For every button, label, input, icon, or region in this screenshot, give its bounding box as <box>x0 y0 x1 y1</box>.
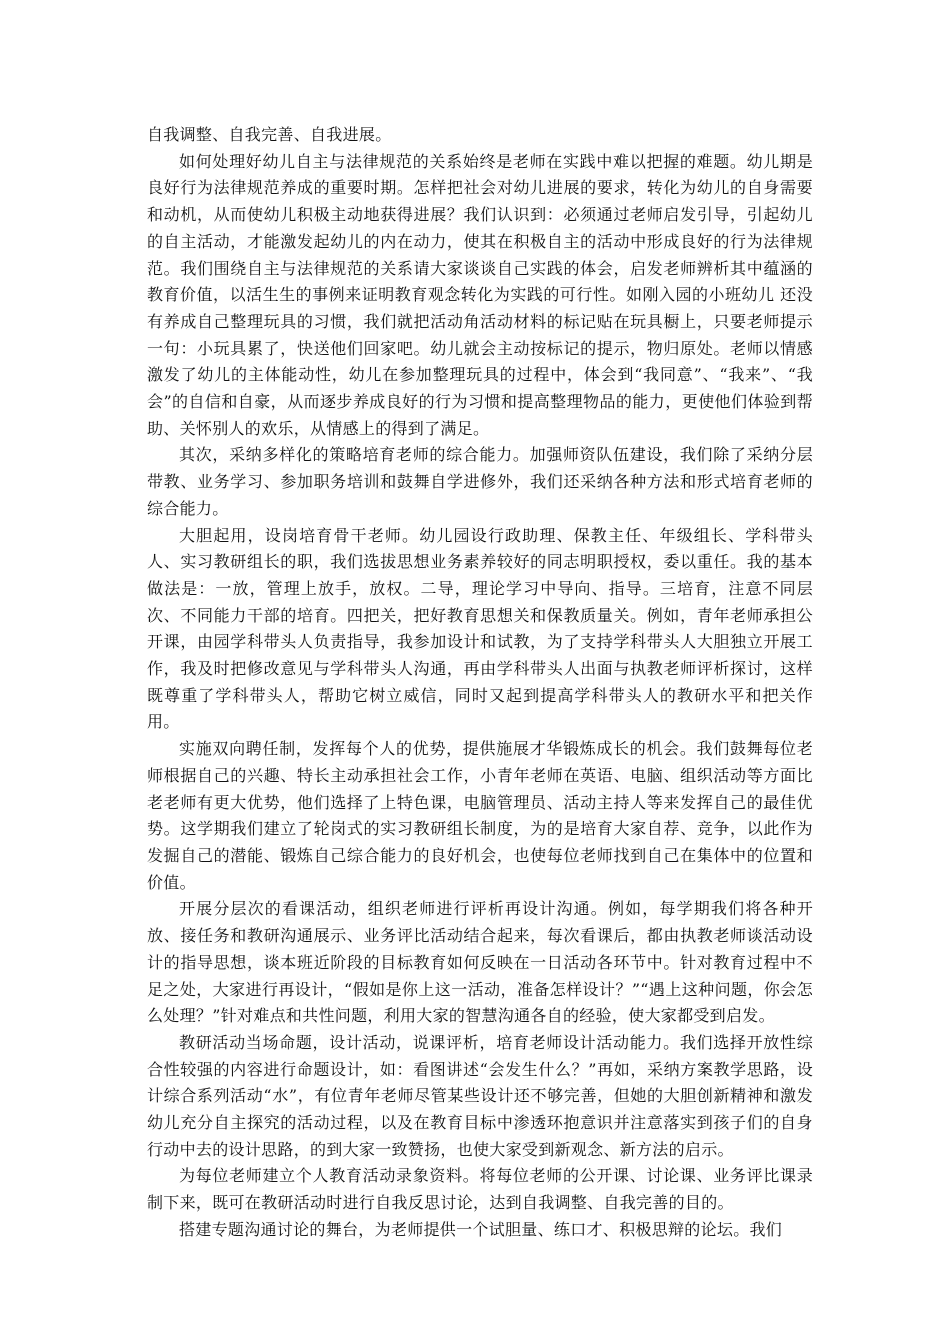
paragraph-2: 如何处理好幼儿自主与法律规范的关系始终是老师在实践中难以把握的难题。幼儿期是良好行为法律规范养成的重要时期。怎样把社会对幼儿进展的要求，转化为幼儿的自身需要和动机，从而使幼儿积极主动地获得进展？我们认识到：必须通过老师启发引导，引起幼儿的自主活动，才能激发起幼儿的内在动力，使其在积极自主的活动中形成良好的行为法律规范。我们围绕自主与法律规范的关系请大家谈谈自己实践的体会，启发老师辨析其中蕴涵的教育价值，以活生生的事例来证明教育观念转化为实践的可行性。如刚入园的小班幼儿 还没有养成自己整理玩具的习惯，我们就把活动角活动材料的标记贴在玩具橱上，只要老师提示一句：小玩具累了，快送他们回家吧。幼儿就会主动按标记的提示，物归原处。老师以情感激发了幼儿的主体能动性，幼儿在参加整理玩具的过程中，体会到“我同意”、“我来”、“我会”的自信和自豪，从而逐步养成良好的行为习惯和提高整理物品的能力，更使他们体验到帮助、关怀别人的欢乐，从情感上的得到了满足。 <box>147 151 813 438</box>
paragraph-7: 教研活动当场命题，设计活动，说课评析，培育老师设计活动能力。我们选择开放性综合性较强的内容进行命题设计，如：看图讲述“会发生什么？”再如，采纳方案教学思路，设计综合系列活动“水”，有位青年老师尽管某些设计还不够完善，但她的大胆创新精神和激发幼儿充分自主探究的活动过程，以及在教育目标中渗透环抱意识并注意落实到孩子们的自身行动中去的设计思路，的到大家一致赞扬，也使大家受到新观念、新方法的启示。 <box>147 1032 813 1159</box>
paragraph-3: 其次，采纳多样化的策略培育老师的综合能力。加强师资队伍建设，我们除了采纳分层带教、业务学习、参加职务培训和鼓舞自学进修外，我们还采纳各种方法和形式培育老师的综合能力。 <box>147 445 813 518</box>
paragraph-4: 大胆起用，设岗培育骨干老师。幼儿园设行政助理、保教主任、年级组长、学科带头人、实习教研组长的职，我们选拔思想业务素养较好的同志明职授权，委以重任。我的基本做法是：一放，管理上放手，放权。二导，理论学习中导向、指导。三培育，注意不同层次、不同能力干部的培育。四把关，把好教育思想关和保教质量关。例如，青年老师承担公开课，由园学科带头人负责指导，我参加设计和试教，为了支持学科带头人大胆独立开展工作，我及时把修改意见与学科带头人沟通，再由学科带头人出面与执教老师评析探讨，这样既尊重了学科带头人，帮助它树立威信，同时又起到提高学科带头人的教研水平和把关作用。 <box>147 525 813 732</box>
paragraph-5: 实施双向聘任制，发挥每个人的优势，提供施展才华锻炼成长的机会。我们鼓舞每位老师根据自己的兴趣、特长主动承担社会工作，小青年老师在英语、电脑、组织活动等方面比老老师有更大优势，他们选择了上特色课，电脑管理员、活动主持人等来发挥自己的最佳优势。这学期我们建立了轮岗式的实习教研组长制度，为的是培育大家自荐、竞争，以此作为发掘自己的潜能、锻炼自己综合能力的良好机会，也使每位老师找到自己在集体中的位置和价值。 <box>147 739 813 892</box>
paragraph-1: 自我调整、自我完善、自我进展。 <box>147 125 392 144</box>
document-page <box>147 122 813 1244</box>
paragraph-9: 搭建专题沟通讨论的舞台，为老师提供一个试胆量、练口才、积极思辩的论坛。我们 <box>179 1219 783 1239</box>
paragraph-6: 开展分层次的看课活动，组织老师进行评析再设计沟通。例如，每学期我们将各种开放、接任务和教研沟通展示、业务评比活动结合起来，每次看课后，都由执教老师谈活动设计的指导思想，谈本班近阶段的目标教育如何反映在一日活动各环节中。针对教育过程中不足之处，大家进行再设计，“假如是你上这一活动，准备怎样设计？”“遇上这种问题，你会怎么处理？”针对难点和共性问题，利用大家的智慧沟通各自的经验，使大家都受到启发。 <box>147 899 813 1026</box>
paragraph-8: 为每位老师建立个人教育活动录象资料。将每位老师的公开课、讨论课、业务评比课录制下来，既可在教研活动时进行自我反思讨论，达到自我调整、自我完善的目的。 <box>147 1166 813 1213</box>
